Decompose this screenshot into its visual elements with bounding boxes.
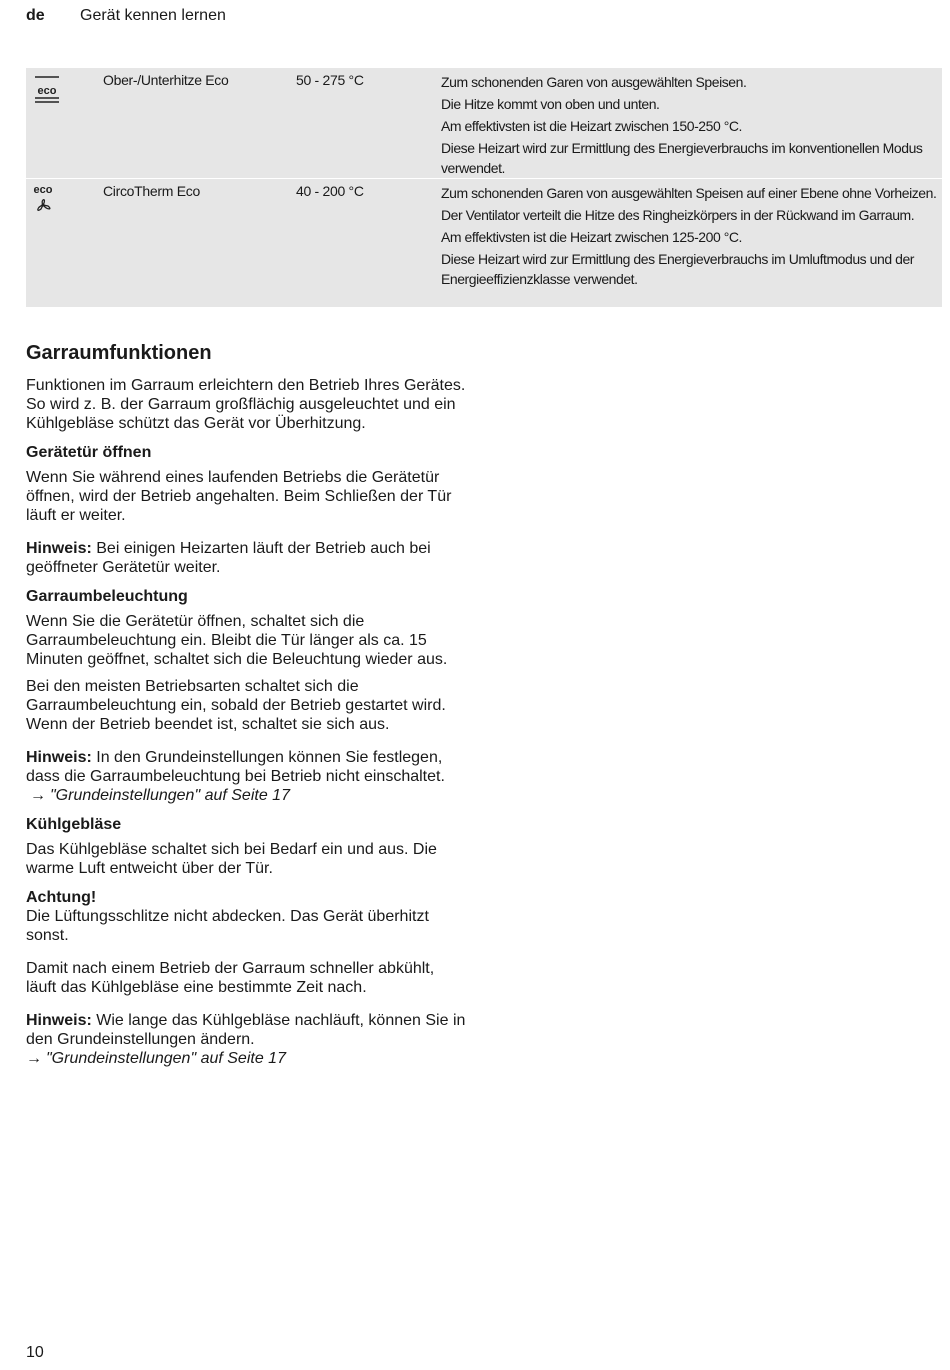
description-line: Diese Heizart wird zur Ermittlung des Energieverbrauchs im Umluftmodus und der Energieeffizienzklasse verwendet. — [441, 251, 914, 287]
page-number: 10 — [26, 1344, 44, 1361]
mode-temperature: 50 - 275 °C — [296, 72, 364, 88]
arrow-icon: → — [30, 787, 46, 804]
cross-reference-link[interactable]: "Grundeinstellungen" auf Seite 17 — [50, 787, 290, 804]
eco-label: eco — [33, 184, 53, 196]
note-label: Hinweis: — [26, 749, 92, 766]
arrow-icon: → — [26, 1050, 42, 1067]
cross-reference-link[interactable]: "Grundeinstellungen" auf Seite 17 — [46, 1050, 286, 1067]
eco-label: eco — [37, 85, 57, 97]
description-line: Die Hitze kommt von oben und unten. — [441, 96, 660, 112]
heating-modes-table — [26, 68, 942, 307]
note-text: In den Grundeinstellungen können Sie festlegen, dass die Garraumbeleuchtung bei Betrieb nicht einschaltet. — [26, 749, 445, 785]
warning-text: Die Lüftungsschlitze nicht abdecken. Das Gerät überhitzt sonst. — [26, 908, 429, 944]
table-row — [26, 68, 942, 178]
chapter-title: Gerät kennen lernen — [80, 7, 226, 24]
mode-name: Ober-/Unterhitze Eco — [103, 72, 229, 88]
note-text: Bei einigen Heizarten läuft der Betrieb auch bei geöffneter Gerätetür weiter. — [26, 540, 431, 576]
description-line: Am effektivsten ist die Heizart zwischen 150-250 °C. — [441, 118, 742, 134]
description-line: Zum schonenden Garen von ausgewählten Speisen auf einer Ebene ohne Vorheizen. — [441, 185, 937, 201]
language-code: de — [26, 7, 45, 24]
subsection-title-fan: Kühlgebläse — [26, 816, 122, 833]
light-note — [26, 748, 466, 805]
mode-description — [441, 68, 942, 184]
note-text: Wie lange das Kühlgebläse nachläuft, können Sie in den Grundeinstellungen ändern. — [26, 1012, 466, 1048]
light-text-1: Wenn Sie die Gerätetür öffnen, schaltet sich die Garraumbeleuchtung ein. Bleibt die Tür länger als ca. 15 Minuten geöffnet, schaltet sich die Beleuchtung wieder aus. — [26, 613, 448, 668]
mode-name: CircoTherm Eco — [103, 183, 200, 199]
description-line: Zum schonenden Garen von ausgewählten Speisen. — [441, 74, 747, 90]
subsection-title-light: Garraumbeleuchtung — [26, 588, 188, 605]
fan-text-2: Damit nach einem Betrieb der Garraum schneller abkühlt, läuft das Kühlgebläse eine bestimmte Zeit nach. — [26, 960, 435, 996]
description-line: Diese Heizart wird zur Ermittlung des Energieverbrauchs im konventionellen Modus verwendet. — [441, 140, 923, 176]
section-intro: Funktionen im Garraum erleichtern den Betrieb Ihres Gerätes. So wird z. B. der Garraum großflächig ausgeleuchtet und ein Kühlgebläse schützt das Gerät vor Überhitzung. — [26, 377, 466, 432]
warning-title: Achtung! — [26, 889, 97, 906]
note-label: Hinweis: — [26, 1012, 92, 1029]
light-text-2: Bei den meisten Betriebsarten schaltet sich die Garraumbeleuchtung ein, sobald der Betrieb gestartet wird. Wenn der Betrieb beendet ist, schaltet sie sich aus. — [26, 678, 446, 733]
fan-text-1: Das Kühlgebläse schaltet sich bei Bedarf ein und aus. Die warme Luft entweicht über der Tür. — [26, 841, 437, 877]
description-line: Der Ventilator verteilt die Hitze des Ringheizkörpers in der Rückwand im Garraum. — [441, 207, 915, 223]
door-text: Wenn Sie während eines laufenden Betriebs die Gerätetür öffnen, wird der Betrieb angehalten. Beim Schließen der Tür läuft er weiter. — [26, 469, 452, 524]
eco-top-bottom-heat-icon — [32, 72, 62, 106]
mode-temperature: 40 - 200 °C — [296, 183, 364, 199]
fan-note — [26, 1011, 466, 1068]
table-row — [26, 178, 942, 307]
section-title: Garraumfunktionen — [26, 342, 212, 364]
mode-description — [441, 179, 942, 295]
subsection-title-door: Gerätetür öffnen — [26, 444, 152, 461]
note-label: Hinweis: — [26, 540, 92, 557]
section-garraumfunktionen — [26, 340, 466, 1076]
door-note — [26, 539, 466, 577]
eco-fan-icon — [32, 183, 62, 217]
description-line: Am effektivsten ist die Heizart zwischen 125-200 °C. — [441, 229, 742, 245]
